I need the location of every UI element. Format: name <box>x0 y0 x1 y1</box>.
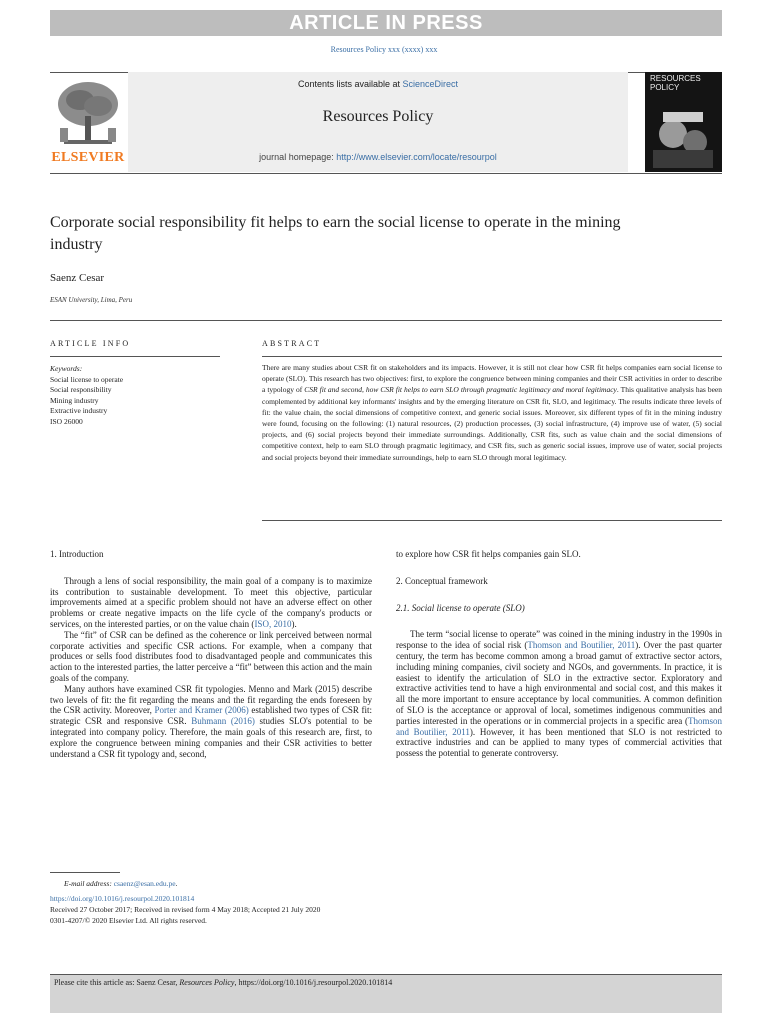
article-title: Corporate social responsibility fit helps to earn the social license to operate in the mining industry <box>50 214 621 253</box>
left-column <box>50 549 372 759</box>
paragraph <box>396 629 722 759</box>
citation-text <box>54 978 392 987</box>
keyword: Mining industry <box>50 395 99 405</box>
keyword: Extractive industry <box>50 406 108 415</box>
article-info-heading: ARTICLE INFO <box>50 339 131 348</box>
sciencedirect-link[interactable]: ScienceDirect <box>402 79 459 89</box>
homepage-url-link[interactable]: http://www.elsevier.com/locate/resourpol <box>336 152 497 162</box>
citation-link[interactable]: ISO, 2010 <box>254 618 292 629</box>
text: Through a lens of social responsibility, the main goal of a company is to maximize its contribution to sustainable development. To meet this objective, particular improvements aimed at a specific problem should not have an adverse effect on other problems or create negative impacts on the life cycle of the company's products or services, on the interested parties, or on the value chain ( <box>50 575 372 629</box>
received-dates: Received 27 October 2017; Received in revised form 4 May 2018; Accepted 21 July 2020 <box>50 905 321 914</box>
abstract-part: . This qualitative analysis has been complemented by additional key informants' insights and by the emerging literature on CSR fit, SLO, and legitimacy. The results indicate three levels of fit: the value chain, the social dimensions of competitive context, and generic social issues. Moreover, six different types of fit in the mining industry were found, focusing on the following: (1) natural resources, (2) production processes, (3) social infrastructure, (4) improve use of water, (5) social projects, and (6) social projects beyond their immediate surroundings. Additionally, CSR fits, such as value chain and the social dimensions of competitive context, help to earn SLO through pragmatic legitimacy, and CSR fits, such as generic social issues, improve use of water, social projects and social projects beyond their immediate surroundings, help to earn SLO through moral legitimacy. <box>262 385 722 462</box>
citation-link[interactable]: Buhmann (2016) <box>191 716 255 727</box>
citation-journal: Resources Policy <box>179 978 235 987</box>
journal-reference[interactable]: Resources Policy xxx (xxxx) xxx <box>330 45 438 54</box>
contents-lists-line <box>128 79 628 89</box>
email-footnote <box>50 878 320 889</box>
citation-link[interactable]: Thomson and Boutilier, 2011 <box>396 715 722 737</box>
divider <box>50 320 722 321</box>
divider <box>262 356 722 357</box>
right-column <box>396 549 722 759</box>
text: Please cite this article as: Saenz Cesar, <box>54 978 180 987</box>
keywords-block <box>50 364 123 427</box>
text: , https://doi.org/10.1016/j.resourpol.2020.101814 <box>234 978 393 987</box>
abstract-text <box>262 362 722 463</box>
homepage-label: journal homepage: <box>259 152 337 162</box>
journal-homepage-line <box>128 152 628 162</box>
email-link[interactable]: csaenz@esan.edu.pe <box>113 879 176 888</box>
article-in-press-banner: ARTICLE IN PRESS <box>50 10 722 36</box>
copyright-line: 0301-4207/© 2020 Elsevier Ltd. All rights reserved. <box>50 916 207 925</box>
keywords-label: Keywords: <box>50 364 83 373</box>
paragraph <box>50 684 372 760</box>
divider <box>50 356 220 357</box>
keyword: Social responsibility <box>50 385 112 394</box>
text: Many authors have examined CSR fit typologies. Menno and Mark (2015) describe two levels of fit: the fit regarding the means and the fit regarding the ends foreseen by the CSR activity. Moreover, <box>50 683 372 716</box>
citation-link[interactable]: Porter and Kramer (2006) <box>154 705 249 716</box>
abstract-italic: CSR fit and second, how CSR fit helps to earn SLO through pragmatic legitimacy and moral legitimacy <box>304 385 617 395</box>
text: studies SLO's potential to be integrated into company policy. Therefore, the main goals of this research are, first, to explore the congruence between mining companies and their CSR activities to better understand a CSR fit typology and, second, <box>50 716 372 759</box>
elsevier-wordmark: ELSEVIER <box>51 150 125 165</box>
keyword: ISO 26000 <box>50 416 83 426</box>
paragraph <box>50 576 372 630</box>
text: ). Over the past quarter century, the term has become common among a broad gamut of extractive sector actors, including mining companies, civil society and NGOs, and governments. In practice, it is easiest to identify the articulation of SLO in the extractive sector. Exploratory and extractive activities tend to have a high environmental and social cost, and this makes it all the more important to ensure acceptance by local communities. A common definition of SLO is the acceptance or approval of local, sometimes indigenous communities and parties interested in the operations or in commercial projects in a specific area ( <box>396 640 722 726</box>
subsection-title-slo: 2.1. Social license to operate (SLO) <box>396 602 525 613</box>
paragraph-continued: to explore how CSR fit helps companies gain SLO. <box>396 549 581 559</box>
footnote-divider <box>50 872 120 873</box>
cover-title: RESOURCES POLICY <box>650 74 701 92</box>
footnotes <box>50 878 320 926</box>
abstract-heading: ABSTRACT <box>262 339 322 348</box>
section-title-conceptual-framework: 2. Conceptual framework <box>396 575 488 586</box>
text: ). <box>291 618 297 629</box>
divider <box>262 520 722 521</box>
text: . <box>175 879 178 888</box>
text: established two types of CSR fit: strategic CSR and responsive CSR. <box>50 705 372 727</box>
keyword: Social license to operate <box>50 374 124 384</box>
journal-title: Resources Policy <box>322 108 434 125</box>
text: The term “social license to operate” was coined in the mining industry in the 1990s in response to the idea of social risk ( <box>396 629 722 651</box>
article-author[interactable]: Saenz Cesar <box>50 272 105 284</box>
text: ). However, it has been mentioned that SLO is not restricted to extractive industries and can be applied to many types of commercial activities that possess the potential to generate controversy. <box>396 726 723 759</box>
author-affiliation: ESAN University, Lima, Peru <box>50 296 133 304</box>
email-label: E-mail address: <box>64 879 114 888</box>
section-title-introduction: 1. Introduction <box>50 549 104 559</box>
contents-prefix: Contents lists available at <box>297 79 403 89</box>
paragraph: The “fit” of CSR can be defined as the coherence or link perceived between normal corporate activities and specific CSR actions. For example, when a company that produces or sells food distributes food to disadvantaged people and communicates this action to the interested parties, the latter perceive a “fit” between this action and the main goals of the company. <box>50 629 372 683</box>
citation-link[interactable]: Thomson and Boutilier, 2011 <box>527 640 636 651</box>
abstract-part: There are many studies about CSR fit on stakeholders and its impacts. However, it is still not clear how CSR fit helps companies earn social license to operate (SLO). This research has two objectives: first, to explore the congruence between mining companies and their CSR activities in order to describe a typology of <box>262 363 722 395</box>
doi-link[interactable]: https://doi.org/10.1016/j.resourpol.2020.101814 <box>50 894 195 903</box>
